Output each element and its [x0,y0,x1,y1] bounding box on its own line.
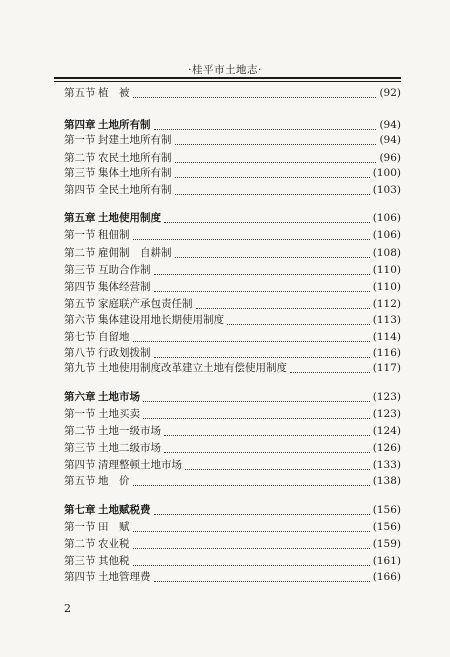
dot-leader [133,556,370,566]
toc-section-entry [64,132,401,147]
toc-entry-page: (113) [372,313,401,326]
toc-entry-page: (166) [372,570,401,583]
dot-leader [185,460,370,470]
header-rule-thick [54,77,401,79]
toc-entry-label: 第一节 [64,521,96,533]
toc-entry-title: 行政划拨制 [98,347,151,359]
toc-entry-page: (92) [379,86,401,99]
toc-entry-label: 第五节 [64,475,96,487]
toc-entry-page: (124) [372,424,401,437]
toc-section-entry [64,296,401,311]
dot-leader [133,88,377,98]
toc-entry-title: 家庭联产承包责任制 [98,298,193,310]
toc-entry-title: 封建土地所有制 [98,134,172,146]
toc-section-entry [64,345,401,360]
toc-section-entry [64,473,401,488]
dot-leader [164,213,370,223]
toc-entry-label: 第六章 [64,391,96,403]
toc-entry-title: 土地赋税费 [98,504,151,516]
toc-entry-page: (100) [372,166,401,179]
toc-entry-label: 第二节 [64,247,96,259]
toc-entry-label: 第四节 [64,281,96,293]
dot-leader [227,315,370,325]
dot-leader [143,392,370,402]
toc-entry-page: (103) [372,183,401,196]
toc-entry-page: (126) [372,441,401,454]
page-number: 2 [64,602,71,615]
toc-section-entry [64,85,401,100]
toc-section-entry [64,423,401,438]
dot-leader [175,168,370,178]
toc-section-entry [64,262,401,277]
toc-entry-label: 第七章 [64,504,96,516]
toc-entry-label: 第九节 [64,362,96,374]
toc-entry-title: 其他税 [98,555,130,567]
toc-entry-title: 清理整顿土地市场 [98,459,182,471]
toc-entry-label: 第四节 [64,184,96,196]
toc-entry-label: 第五章 [64,212,96,224]
toc-section-entry [64,457,401,472]
dot-leader [133,332,370,342]
toc-entry-title: 土地使用制度改革建立土地有偿使用制度 [98,362,287,374]
toc-section-entry [64,227,401,242]
toc-entry-title: 雇佣制 自耕制 [98,247,172,259]
toc-section-entry [64,536,401,551]
dot-leader [175,153,377,163]
dot-leader [154,282,370,292]
dot-leader [290,363,370,373]
toc-entry-title: 集体土地所有制 [98,167,172,179]
toc-entry-label: 第二节 [64,152,96,164]
dot-leader [133,522,370,532]
toc-entry-page: (123) [372,390,401,403]
toc-entry-page: (117) [372,361,401,374]
toc-entry-page: (156) [372,503,401,516]
toc-entry-page: (156) [372,520,401,533]
toc-entry-page: (108) [372,246,401,259]
toc-entry-label: 第二节 [64,425,96,437]
dot-leader [154,265,370,275]
toc-chapter-entry [64,502,401,517]
toc-entry-title: 租佃制 [98,229,130,241]
toc-section-entry [64,553,401,568]
toc-entry-page: (116) [372,346,401,359]
dot-leader [164,443,370,453]
toc-entry-page: (133) [372,458,401,471]
toc-entry-title: 土地管理费 [98,571,151,583]
toc-entry-label: 第五节 [64,298,96,310]
toc-entry-label: 第二节 [64,538,96,550]
toc-entry-title: 田 赋 [98,521,130,533]
toc-entry-page: (96) [379,151,401,164]
header-rule-thin [54,81,401,82]
toc-entry-label: 第三节 [64,555,96,567]
toc-entry-label: 第八节 [64,347,96,359]
dot-leader [154,120,377,130]
toc-entry-page: (123) [372,407,401,420]
toc-entry-label: 第六节 [64,314,96,326]
dot-leader [154,572,370,582]
toc-entry-title: 地 价 [98,475,130,487]
toc-entry-title: 自留地 [98,331,130,343]
toc-entry-title: 土地买卖 [98,408,140,420]
running-header: ·桂平市土地志· [188,64,262,76]
toc-chapter-entry [64,117,401,132]
dot-leader [164,426,370,436]
dot-leader [175,248,370,258]
toc-section-entry [64,519,401,534]
toc-entry-title: 农民土地所有制 [98,152,172,164]
toc-entry-page: (106) [372,228,401,241]
toc-entry-title: 土地一级市场 [98,425,161,437]
dot-leader [133,539,370,549]
toc-section-entry [64,182,401,197]
toc-entry-page: (138) [372,474,401,487]
toc-section-entry [64,569,401,584]
toc-entry-title: 土地市场 [98,391,140,403]
toc-entry-page: (159) [372,537,401,550]
toc-entry-page: (161) [372,554,401,567]
dot-leader [133,476,370,486]
toc-entry-title: 集体建设用地长期使用制度 [98,314,224,326]
toc-section-entry [64,360,401,375]
toc-entry-label: 第三节 [64,167,96,179]
toc-entry-page: (114) [372,330,401,343]
toc-entry-label: 第三节 [64,442,96,454]
toc-entry-label: 第四节 [64,459,96,471]
toc-entry-label: 第四节 [64,571,96,583]
toc-entry-label: 第五节 [64,87,96,99]
toc-entry-page: (94) [379,133,401,146]
toc-entry-page: (94) [379,118,401,131]
toc-entry-label: 第七节 [64,331,96,343]
toc-entry-label: 第一节 [64,134,96,146]
dot-leader [154,348,370,358]
toc-entry-title: 农业税 [98,538,130,550]
toc-section-entry [64,150,401,165]
toc-entry-label: 第一节 [64,408,96,420]
dot-leader [175,185,370,195]
toc-entry-title: 集体经营制 [98,281,151,293]
dot-leader [175,135,377,145]
toc-entry-title: 土地二级市场 [98,442,161,454]
toc-entry-page: (110) [372,263,401,276]
toc-chapter-entry [64,210,401,225]
toc-section-entry [64,279,401,294]
toc-entry-page: (110) [372,280,401,293]
toc-entry-label: 第三节 [64,264,96,276]
toc-entry-label: 第四章 [64,119,96,131]
toc-entry-title: 全民土地所有制 [98,184,172,196]
toc-section-entry [64,440,401,455]
toc-entry-label: 第一节 [64,229,96,241]
toc-entry-title: 互助合作制 [98,264,151,276]
toc-section-entry [64,406,401,421]
dot-leader [196,299,370,309]
dot-leader [133,230,370,240]
toc-entry-title: 土地使用制度 [98,212,161,224]
toc-entry-page: (106) [372,211,401,224]
toc-entry-title: 土地所有制 [98,119,151,131]
toc-chapter-entry [64,389,401,404]
dot-leader [143,409,370,419]
dot-leader [154,505,370,515]
toc-section-entry [64,329,401,344]
toc-section-entry [64,245,401,260]
toc-section-entry [64,312,401,327]
toc-entry-title: 植 被 [98,87,130,99]
toc-entry-page: (112) [372,297,401,310]
toc-section-entry [64,165,401,180]
